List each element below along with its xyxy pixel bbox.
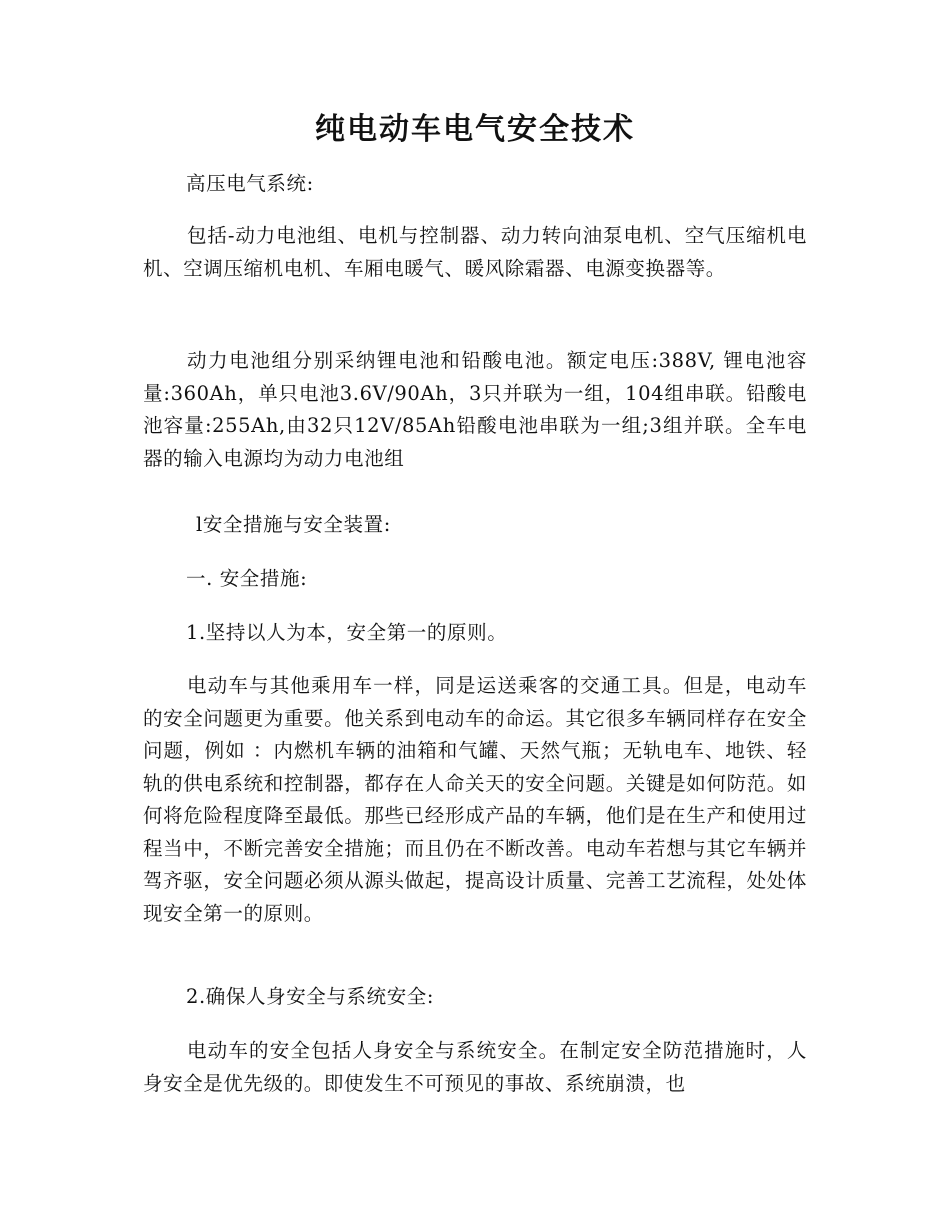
section-heading-safety-measures: 一. 安全措施: [186,567,308,590]
section-heading-safety-measures-devices: l安全措施与安全装置: [196,513,391,536]
paragraph-battery-specs: 动力电池组分别采纳锂电池和铅酸电池。额定电压:388V, 锂电池容量:360Ah，单只电池3.6V/90Ah，3只并联为一组，104组串联。铅酸电池容量:255Ah,由32只12V/85Ah铅酸电池串联为一组;3组并联。全车电器的输入电源均为动力电池组 [143,349,807,470]
paragraph-components: 包括-动力电池组、电机与控制器、动力转向油泵电机、空气压缩机电机、空调压缩机电机、车厢电暖气、暖风除霜器、电源变换器等。 [143,224,807,280]
section-heading-principle-2: 2.确保人身安全与系统安全: [186,985,435,1008]
paragraph-personal-system-safety: 电动车的安全包括人身安全与系统安全。在制定安全防范措施时，人身安全是优先级的。即使发生不可预见的事故、系统崩溃，也 [143,1039,807,1095]
section-heading-high-voltage: 高压电气系统: [186,172,314,195]
document-title: 纯电动车电气安全技术 [315,112,635,147]
paragraph-safety-importance: 电动车与其他乘用车一样，同是运送乘客的交通工具。但是，电动车的安全问题更为重要。他关系到电动车的命运。其它很多车辆同样存在安全问题，例如 ：内燃机车辆的油箱和气罐、天然气瓶；无轨电车、地铁、轻轨的供电系统和控制器，都存在人命关天的安全问题。关键是如何防范。如何将危险程度降至最低。那些已经形成产品的车辆，他们是在生产和使用过程当中，不断完善安全措施；而且仍在不断改善。电动车若想与其它车辆并驾齐驱，安全问题必须从源头做起，提高设计质量、完善工艺流程，处处体现安全第一的原则。 [143,674,807,925]
section-heading-principle-1: 1.坚持以人为本，安全第一的原则。 [186,621,508,644]
